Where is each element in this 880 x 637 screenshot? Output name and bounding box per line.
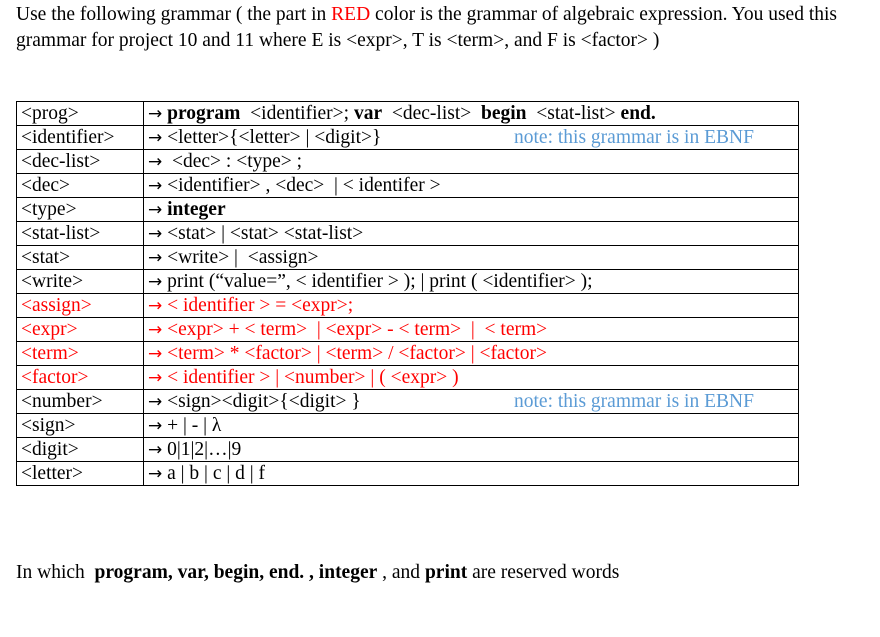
intro-red-word: RED xyxy=(331,4,371,25)
right-arrow-icon: → xyxy=(148,464,163,484)
grammar-rule-row xyxy=(17,198,799,222)
grammar-rule-row xyxy=(17,366,799,390)
production-text: a | b | c | d | f xyxy=(162,463,266,484)
production-text: <stat> | <stat> <stat-list> xyxy=(162,223,364,244)
rule-nonterminal: <identifier> xyxy=(17,126,144,150)
rule-nonterminal: <stat-list> xyxy=(17,222,144,246)
right-arrow-icon: → xyxy=(148,296,163,316)
grammar-rule-row xyxy=(17,390,799,414)
production-text: < identifier > = <expr>; xyxy=(162,295,354,316)
rule-nonterminal: <digit> xyxy=(17,438,144,462)
reserved-words-bold: print xyxy=(424,562,468,583)
outro-text: are reserved words xyxy=(467,562,620,583)
rule-nonterminal: <letter> xyxy=(17,462,144,486)
intro-text-part2: color is the grammar of algebraic expression. You used this grammar for project 10 and 11 where E is <expr>, T is <term>, and F is <factor> ) xyxy=(16,4,837,51)
rule-production xyxy=(144,126,799,150)
rule-nonterminal: <stat> xyxy=(17,246,144,270)
rule-nonterminal: <dec> xyxy=(17,174,144,198)
production-text: <term> * <factor> | <term> / <factor> | <factor> xyxy=(162,343,547,364)
rule-nonterminal: <number> xyxy=(17,390,144,414)
grammar-rule-row xyxy=(17,174,799,198)
right-arrow-icon: → xyxy=(148,272,163,292)
rule-production xyxy=(144,342,799,366)
grammar-rule-row xyxy=(17,270,799,294)
reserved-word: var xyxy=(353,103,383,124)
grammar-rule-row xyxy=(17,414,799,438)
production-text: + | - | λ xyxy=(162,415,222,436)
right-arrow-icon: → xyxy=(148,392,163,412)
production-text: <expr> + < term> | <expr> - < term> | < term> xyxy=(162,319,548,340)
right-arrow-icon: → xyxy=(148,128,163,148)
rule-production xyxy=(144,222,799,246)
ebnf-note: note: this grammar is in EBNF xyxy=(514,127,754,148)
production-text: print (“value=”, < identifier > ); | print ( <identifier> ); xyxy=(162,271,593,292)
grammar-rule-row xyxy=(17,246,799,270)
reserved-word: end. xyxy=(620,103,656,124)
reserved-words-bold: program, var, begin, end. , integer xyxy=(94,562,378,583)
right-arrow-icon: → xyxy=(148,224,163,244)
grammar-rule-row xyxy=(17,126,799,150)
production-text: <identifier>; xyxy=(240,103,354,124)
right-arrow-icon: → xyxy=(148,416,163,436)
rule-nonterminal: <write> xyxy=(17,270,144,294)
production-text: <sign><digit>{<digit> } xyxy=(162,391,361,412)
reserved-words-sentence xyxy=(16,560,619,586)
grammar-rule-row xyxy=(17,294,799,318)
rule-nonterminal: <assign> xyxy=(17,294,144,318)
rule-production xyxy=(144,318,799,342)
production-text: <dec-list> xyxy=(382,103,481,124)
grammar-rule-row xyxy=(17,150,799,174)
rule-nonterminal: <prog> xyxy=(17,102,144,126)
rule-production xyxy=(144,390,799,414)
right-arrow-icon: → xyxy=(148,176,163,196)
grammar-table xyxy=(16,101,799,486)
rule-production xyxy=(144,102,799,126)
intro-text-part1: Use the following grammar ( the part in xyxy=(16,4,332,25)
rule-nonterminal: <factor> xyxy=(17,366,144,390)
ebnf-note: note: this grammar is in EBNF xyxy=(514,391,754,412)
right-arrow-icon: → xyxy=(148,200,163,220)
grammar-rule-row xyxy=(17,102,799,126)
right-arrow-icon: → xyxy=(148,248,163,268)
right-arrow-icon: → xyxy=(148,152,163,172)
grammar-rule-row xyxy=(17,222,799,246)
rule-nonterminal: <expr> xyxy=(17,318,144,342)
right-arrow-icon: → xyxy=(148,320,163,340)
rule-production xyxy=(144,270,799,294)
rule-production xyxy=(144,462,799,486)
grammar-rule-row xyxy=(17,462,799,486)
rule-nonterminal: <term> xyxy=(17,342,144,366)
grammar-rule-row xyxy=(17,438,799,462)
rule-nonterminal: <sign> xyxy=(17,414,144,438)
reserved-word: program xyxy=(167,103,241,124)
outro-text: , and xyxy=(377,562,425,583)
right-arrow-icon: → xyxy=(148,368,163,388)
right-arrow-icon: → xyxy=(148,440,163,460)
outro-text: In which xyxy=(16,562,95,583)
rule-production xyxy=(144,246,799,270)
grammar-table-body xyxy=(17,102,799,486)
production-text: <identifier> , <dec> | < identifer > xyxy=(162,175,441,196)
reserved-word: integer xyxy=(167,199,226,220)
right-arrow-icon: → xyxy=(148,344,163,364)
reserved-word: begin xyxy=(480,103,527,124)
production-text: <write> | <assign> xyxy=(162,247,319,268)
production-text: <dec> : <type> ; xyxy=(162,151,303,172)
rule-production xyxy=(144,366,799,390)
grammar-rule-row xyxy=(17,318,799,342)
production-text: <letter>{<letter> | <digit>} xyxy=(162,127,382,148)
grammar-rule-row xyxy=(17,342,799,366)
rule-production xyxy=(144,414,799,438)
production-text: <stat-list> xyxy=(526,103,621,124)
rule-production xyxy=(144,174,799,198)
rule-production xyxy=(144,438,799,462)
rule-nonterminal: <type> xyxy=(17,198,144,222)
rule-nonterminal: <dec-list> xyxy=(17,150,144,174)
rule-production xyxy=(144,150,799,174)
intro-paragraph xyxy=(16,2,866,54)
rule-production xyxy=(144,294,799,318)
rule-production xyxy=(144,198,799,222)
production-text: 0|1|2|…|9 xyxy=(162,439,242,460)
right-arrow-icon: → xyxy=(148,104,163,124)
production-text: < identifier > | <number> | ( <expr> ) xyxy=(162,367,459,388)
